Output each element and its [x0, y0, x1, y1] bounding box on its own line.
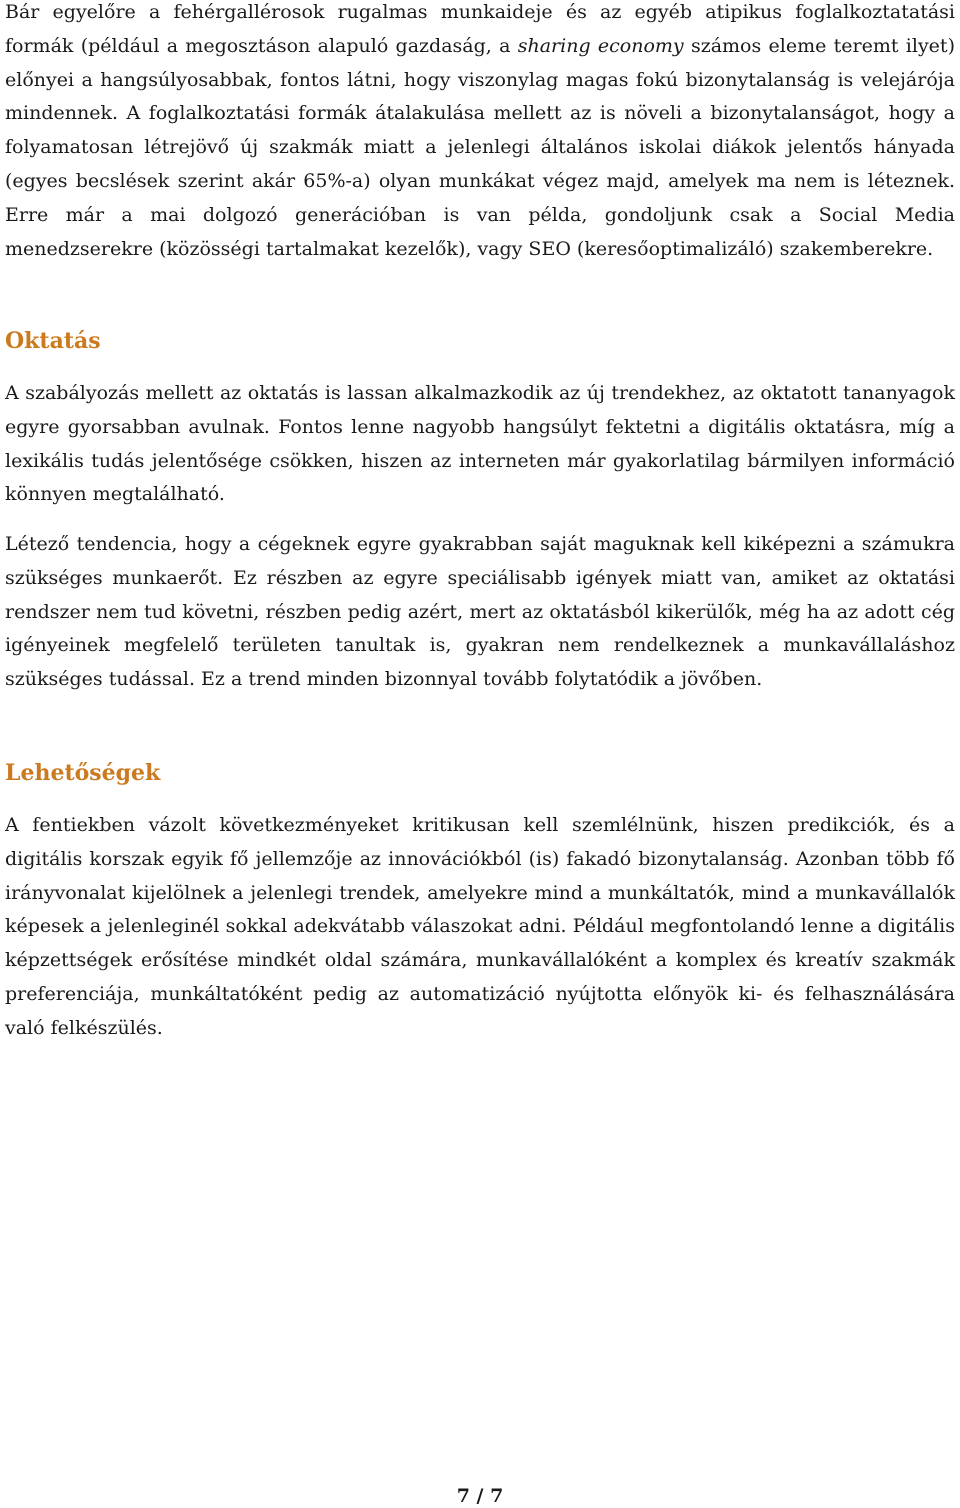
paragraph-intro [5, 0, 955, 266]
section-heading-oktatas: Oktatás [5, 328, 101, 354]
paragraph-intro-text-end: számos eleme teremt ilyet) előnyei a hangsúlyosabbak, fontos látni, hogy viszonylag magas fokú bizonytalanság is velejárója mindennek. A foglalkoztatási formák átalakulása mellett az is növeli a bizonytalanságot, hogy a folyamatosan létrejövő új szakmák miatt a jelenlegi általános iskolai diákok jelentős hányada (egyes becslések szerint akár 65%-a) olyan munkákat végez majd, amelyek ma nem is léteznek. Erre már a mai dolgozó generációban is van példa, gondoljunk csak a Social Media menedzserekre (közösségi tartalmakat kezelők), vagy SEO (keresőoptimalizáló) szakemberekre. [5, 34, 955, 260]
paragraph-oktatas-2: Létező tendencia, hogy a cégeknek egyre gyakrabban saját maguknak kell kiképezni a számukra szükséges munkaerőt. Ez részben az egyre speciálisabb igények miatt van, amiket az oktatási rendszer nem tud követni, részben pedig azért, mert az oktatásból kikerülők, még ha az adott cég igényeinek megfelelő területen tanultak is, gyakran nem rendelkeznek a munkavállaláshoz szükséges tudással. Ez a trend minden bizonnyal tovább folytatódik a jövőben. [5, 533, 955, 691]
page-number: 7 / 7 [456, 1485, 504, 1507]
paragraph-intro-italic-term: sharing economy [517, 34, 684, 57]
paragraph-lehetosegek: A fentiekben vázolt következményeket kritikusan kell szemlélnünk, hiszen predikciók, és a digitális korszak egyik fő jellemzője az innovációkból (is) fakadó bizonytalanság. Azonban több fő irányvonalat kijelölnek a jelenlegi trendek, amelyekre mind a munkáltatók, mind a munkavállalók képesek a jelenleginél sokkal adekvátabb válaszokat adni. Például megfontolandó lenne a digitális képzettségek erősítése mindkét oldal számára, munkavállalóként a komplex és kreatív szakmák preferenciája, munkáltatóként pedig az automatizáció nyújtotta előnyök ki- és felhasználására való felkészülés. [5, 814, 955, 1039]
paragraph-intro-text-start: Bár egyelőre a fehérgallérosok rugalmas munkaideje és az egyéb atipikus foglalkoztatatási formák (például a megosztáson alapuló gazdaság, a [5, 1, 955, 57]
paragraph-oktatas-1: A szabályozás mellett az oktatás is lassan alkalmazkodik az új trendekhez, az oktatott tananyagok egyre gyorsabban avulnak. Fontos lenne nagyobb hangsúlyt fektetni a digitális oktatásra, míg a lexikális tudás jelentősége csökken, hiszen az interneten már gyakorlatilag bármilyen információ könnyen megtalálható. [5, 382, 955, 506]
section-heading-lehetosegek: Lehetőségek [5, 760, 161, 786]
